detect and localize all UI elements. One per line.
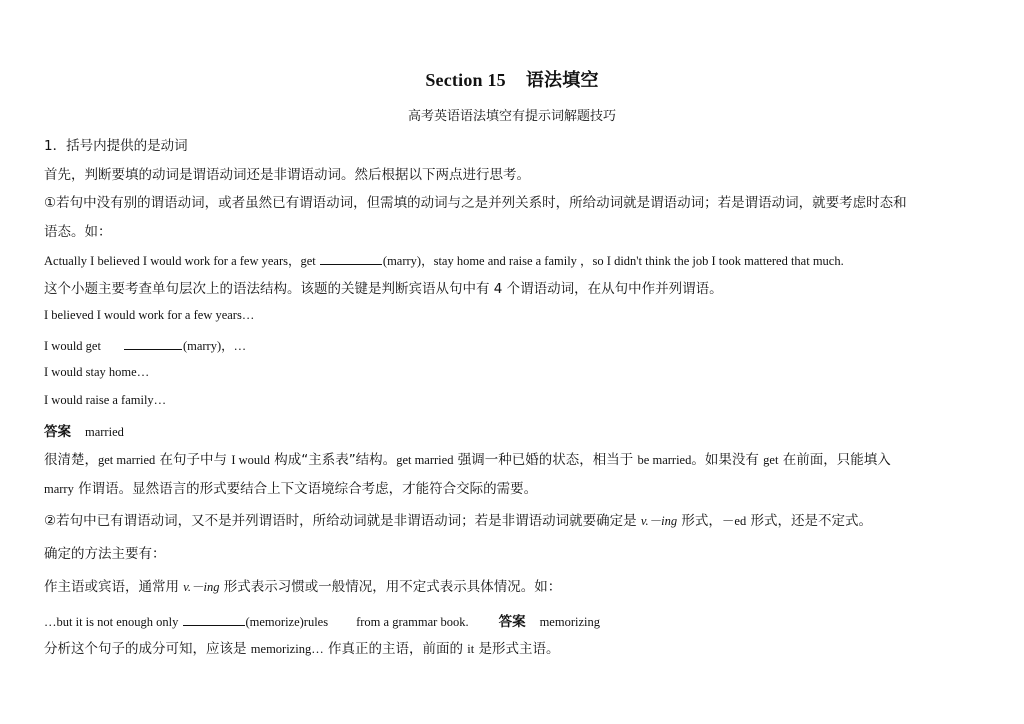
paragraph-rule-1: ①若句中没有别的谓语动词，或者虽然已有谓语动词，但需填的动词与之是并列关系时，所给动词就是谓语动词；若是谓语动词，就要考虑时态和 [44,195,907,211]
text-run: (memorize)rules [245,615,329,629]
text-run: 分析这个句子的成分可知，应该是 [44,641,251,657]
paragraph-explanation [44,448,891,468]
text-run: 形式， [677,513,722,529]
text-run: 作真正的主语，前面的 [323,641,468,657]
text-run: be married [637,453,692,467]
clause-2-part-a: I would get [44,339,101,353]
heading-verb-hint: 1．括号内提供的是动词 [44,138,188,154]
text-run: marry [44,482,74,496]
example-sentence-2 [44,610,600,630]
example-1-part-b: (marry)，stay home and raise a family ，so I didn't think the job I took mattered that much. [382,254,844,268]
text-run: it [467,642,475,656]
text-run: memorizing… [250,642,324,656]
text-run: 很清楚， [44,452,98,468]
section-topic: 语法填空 [525,70,599,90]
example-1-part-a: Actually I believed I would work for a few years，get [44,254,319,268]
text-run: 在句子中与 [155,452,232,468]
clause-line-3: I would stay home… [44,365,150,379]
text-run: 形式表示习惯或一般情况，用不定式表示具体情况。如： [219,579,562,595]
text-run: 在前面，只能填入 [778,452,891,468]
answer-line-1 [44,420,124,440]
answer-label: 答案 [44,424,71,440]
paragraph-explanation-cont [44,477,537,497]
paragraph-intro: 首先，判断要填的动词是谓语动词还是非谓语动词。然后根据以下两点进行思考。 [44,167,530,183]
answer-value-2: memorizing [539,615,600,629]
paragraph-final [44,637,560,657]
text-run: …but it is not enough only [44,615,182,629]
section-number: Section 15 [425,70,506,90]
text-run: 作谓语。显然语言的形式要结合上下文语境综合考虑，才能符合交际的需要。 [73,481,538,497]
text-run: 是形式主语。 [474,641,560,657]
fill-blank-2 [124,339,182,350]
text-run: 。如果没有 [691,452,764,468]
text-run: get [763,453,779,467]
paragraph-analysis: 这个小题主要考查单句层次上的语法结构。该题的关键是判断宾语从句中有 4 个谓语动词，在从句中作并列谓语。 [44,281,723,297]
clause-line-4: I would raise a family… [44,393,167,407]
clause-2-part-b: (marry)，… [182,339,247,353]
text-run: 构成“主系表”结构。 [269,452,397,468]
text-run: 形式，还是不定式。 [746,513,873,529]
text-run: get married [98,453,156,467]
clause-line-2 [44,336,246,354]
text-run: 作主语或宾语，通常用 [44,579,184,595]
text-run: 强调一种已婚的状态，相当于 [453,452,638,468]
text-run: －ed [721,514,747,528]
paragraph-methods: 确定的方法主要有： [44,546,166,562]
text-run: I would [231,453,270,467]
paragraph-rule-2 [44,509,872,529]
text-run: get married [396,453,454,467]
answer-value: married [85,425,124,439]
example-sentence-1 [44,251,844,269]
fill-blank-1 [320,254,382,265]
text-run: v.－ing [640,514,678,528]
paragraph-rule-1-cont: 语态。如： [44,224,112,240]
paragraph-subject-object [44,575,561,595]
fill-blank-3 [183,615,245,626]
text-run: from a grammar book. [356,615,469,629]
clause-line-1: I believed I would work for a few years… [44,308,255,322]
answer-label-2: 答案 [498,614,526,630]
text-run: ②若句中已有谓语动词，又不是并列谓语时，所给动词就是非谓语动词；若是非谓语动词就要确定是 [44,513,641,529]
text-run: v.－ing [183,580,220,594]
page-subtitle: 高考英语语法填空有提示词解题技巧 [407,109,616,124]
page-title [0,66,1024,92]
